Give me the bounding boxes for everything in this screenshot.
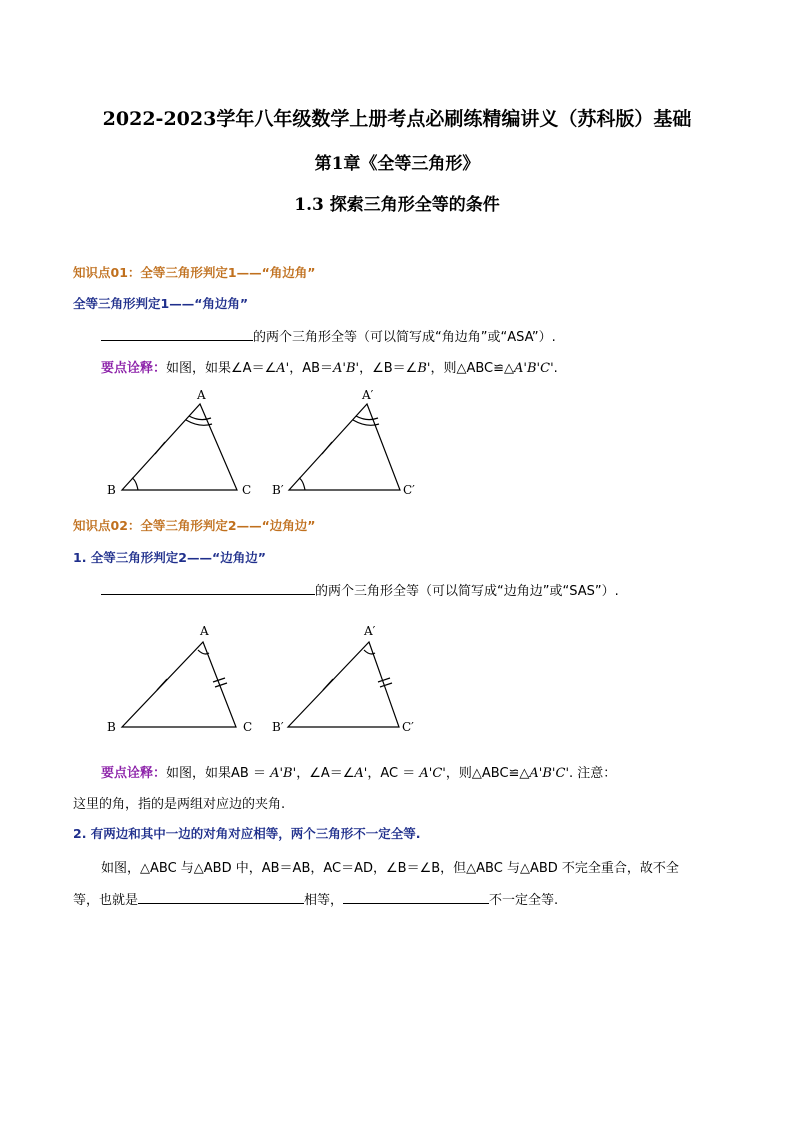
- kp1-note-math: A': [276, 361, 290, 376]
- kp2-answer-blank[interactable]: [101, 581, 315, 595]
- vertex-b-prime-label: B′: [272, 720, 284, 734]
- chapter-title: 第1章《全等三角形》: [314, 154, 480, 174]
- kp2-paragraph-line1: 如图，△ABC 与△ABD 中，AB＝AB，AC＝AD，∠B＝∠B，但△ABC 与△ABD 不完全重合，故不全: [101, 861, 679, 876]
- kp2-note-text: ，∠A＝∠: [296, 766, 355, 781]
- kp2-fill-suffix: 的两个三角形全等（可以简写成“边角边”或“SAS”）.: [315, 584, 619, 599]
- kp2-note-text: 如图，如果AB ＝: [166, 766, 271, 781]
- kp2-note-label: 要点诠释：: [101, 766, 167, 781]
- vertex-a-prime-label: A′: [362, 388, 374, 402]
- kp2-fill-line: [101, 580, 619, 599]
- kp2-point-2-heading: 2. 有两边和其中一边的对角对应相等，两个三角形不一定全等.: [73, 826, 421, 841]
- kp2-note: [101, 762, 616, 781]
- kp2-answer-blank-1[interactable]: [138, 890, 304, 904]
- triangle-a2b2c2: [288, 642, 399, 727]
- kp1-note-text: ，AB＝: [289, 361, 333, 376]
- triangle-abc: [122, 642, 236, 727]
- document-title: 2022-2023学年八年级数学上册考点必刷练精编讲义（苏科版）基础: [102, 108, 692, 130]
- kp2-note-math: A'B'C': [529, 766, 570, 781]
- vertex-b-label: B: [107, 483, 116, 497]
- kp2-paragraph-text: 等，也就是: [73, 893, 139, 908]
- kp1-note: [101, 357, 558, 376]
- vertex-a-prime-label: A′: [364, 624, 376, 638]
- kp2-answer-blank-2[interactable]: [343, 890, 489, 904]
- kp2-note-text: . 注意：: [569, 766, 617, 781]
- kp2-paragraph-line2: [73, 889, 558, 908]
- kp1-note-math: A'B'C': [514, 361, 554, 376]
- knowledge-point-1-heading: 知识点01：全等三角形判定1——“角边角”: [73, 265, 316, 280]
- kp1-note-label: 要点诠释：: [101, 361, 167, 376]
- kp1-subheading: 全等三角形判定1——“角边角”: [73, 296, 249, 311]
- section-title: 1.3 探索三角形全等的条件: [294, 195, 500, 215]
- kp2-note-math: A'B': [270, 766, 297, 781]
- kp1-note-text: .: [553, 361, 558, 376]
- vertex-b-prime-label: B′: [272, 483, 284, 497]
- kp2-note-text: ，则△ABC≌△: [445, 766, 530, 781]
- vertex-a-label: A: [200, 624, 209, 638]
- vertex-c-label: C: [242, 483, 252, 497]
- kp1-note-math: A'B': [333, 361, 360, 376]
- triangle-a2b2c2: [289, 404, 400, 490]
- sas-figure: [100, 620, 440, 738]
- vertex-c-label: C: [243, 720, 253, 734]
- kp2-note-math: A'C': [419, 766, 446, 781]
- kp2-note-text: ，AC ＝: [367, 766, 420, 781]
- kp1-answer-blank[interactable]: [101, 327, 253, 341]
- kp1-note-text: ，则△ABC≌△: [430, 361, 515, 376]
- kp2-subheading: 1. 全等三角形判定2——“边角边”: [73, 550, 266, 565]
- kp1-fill-line: [101, 326, 556, 345]
- knowledge-point-2-heading: 知识点02：全等三角形判定2——“边角边”: [73, 518, 316, 533]
- kp1-note-text: 如图，如果∠A＝∠: [166, 361, 277, 376]
- kp1-fill-suffix: 的两个三角形全等（可以简写成“角边角”或“ASA”）.: [253, 330, 556, 345]
- asa-figure: [100, 382, 440, 504]
- triangle-abc: [122, 404, 237, 490]
- kp1-note-text: ，∠B＝∠: [359, 361, 418, 376]
- vertex-c-prime-label: C′: [402, 720, 414, 734]
- kp2-paragraph-text: 不一定全等.: [489, 893, 559, 908]
- kp2-note-math: A': [354, 766, 368, 781]
- kp1-note-math: B': [417, 361, 431, 376]
- kp2-note-line2: 这里的角，指的是两组对应边的夹角.: [73, 797, 286, 812]
- vertex-a-label: A: [197, 388, 206, 402]
- vertex-b-label: B: [107, 720, 116, 734]
- kp2-paragraph-text: 相等，: [304, 893, 344, 908]
- vertex-c-prime-label: C′: [403, 483, 415, 497]
